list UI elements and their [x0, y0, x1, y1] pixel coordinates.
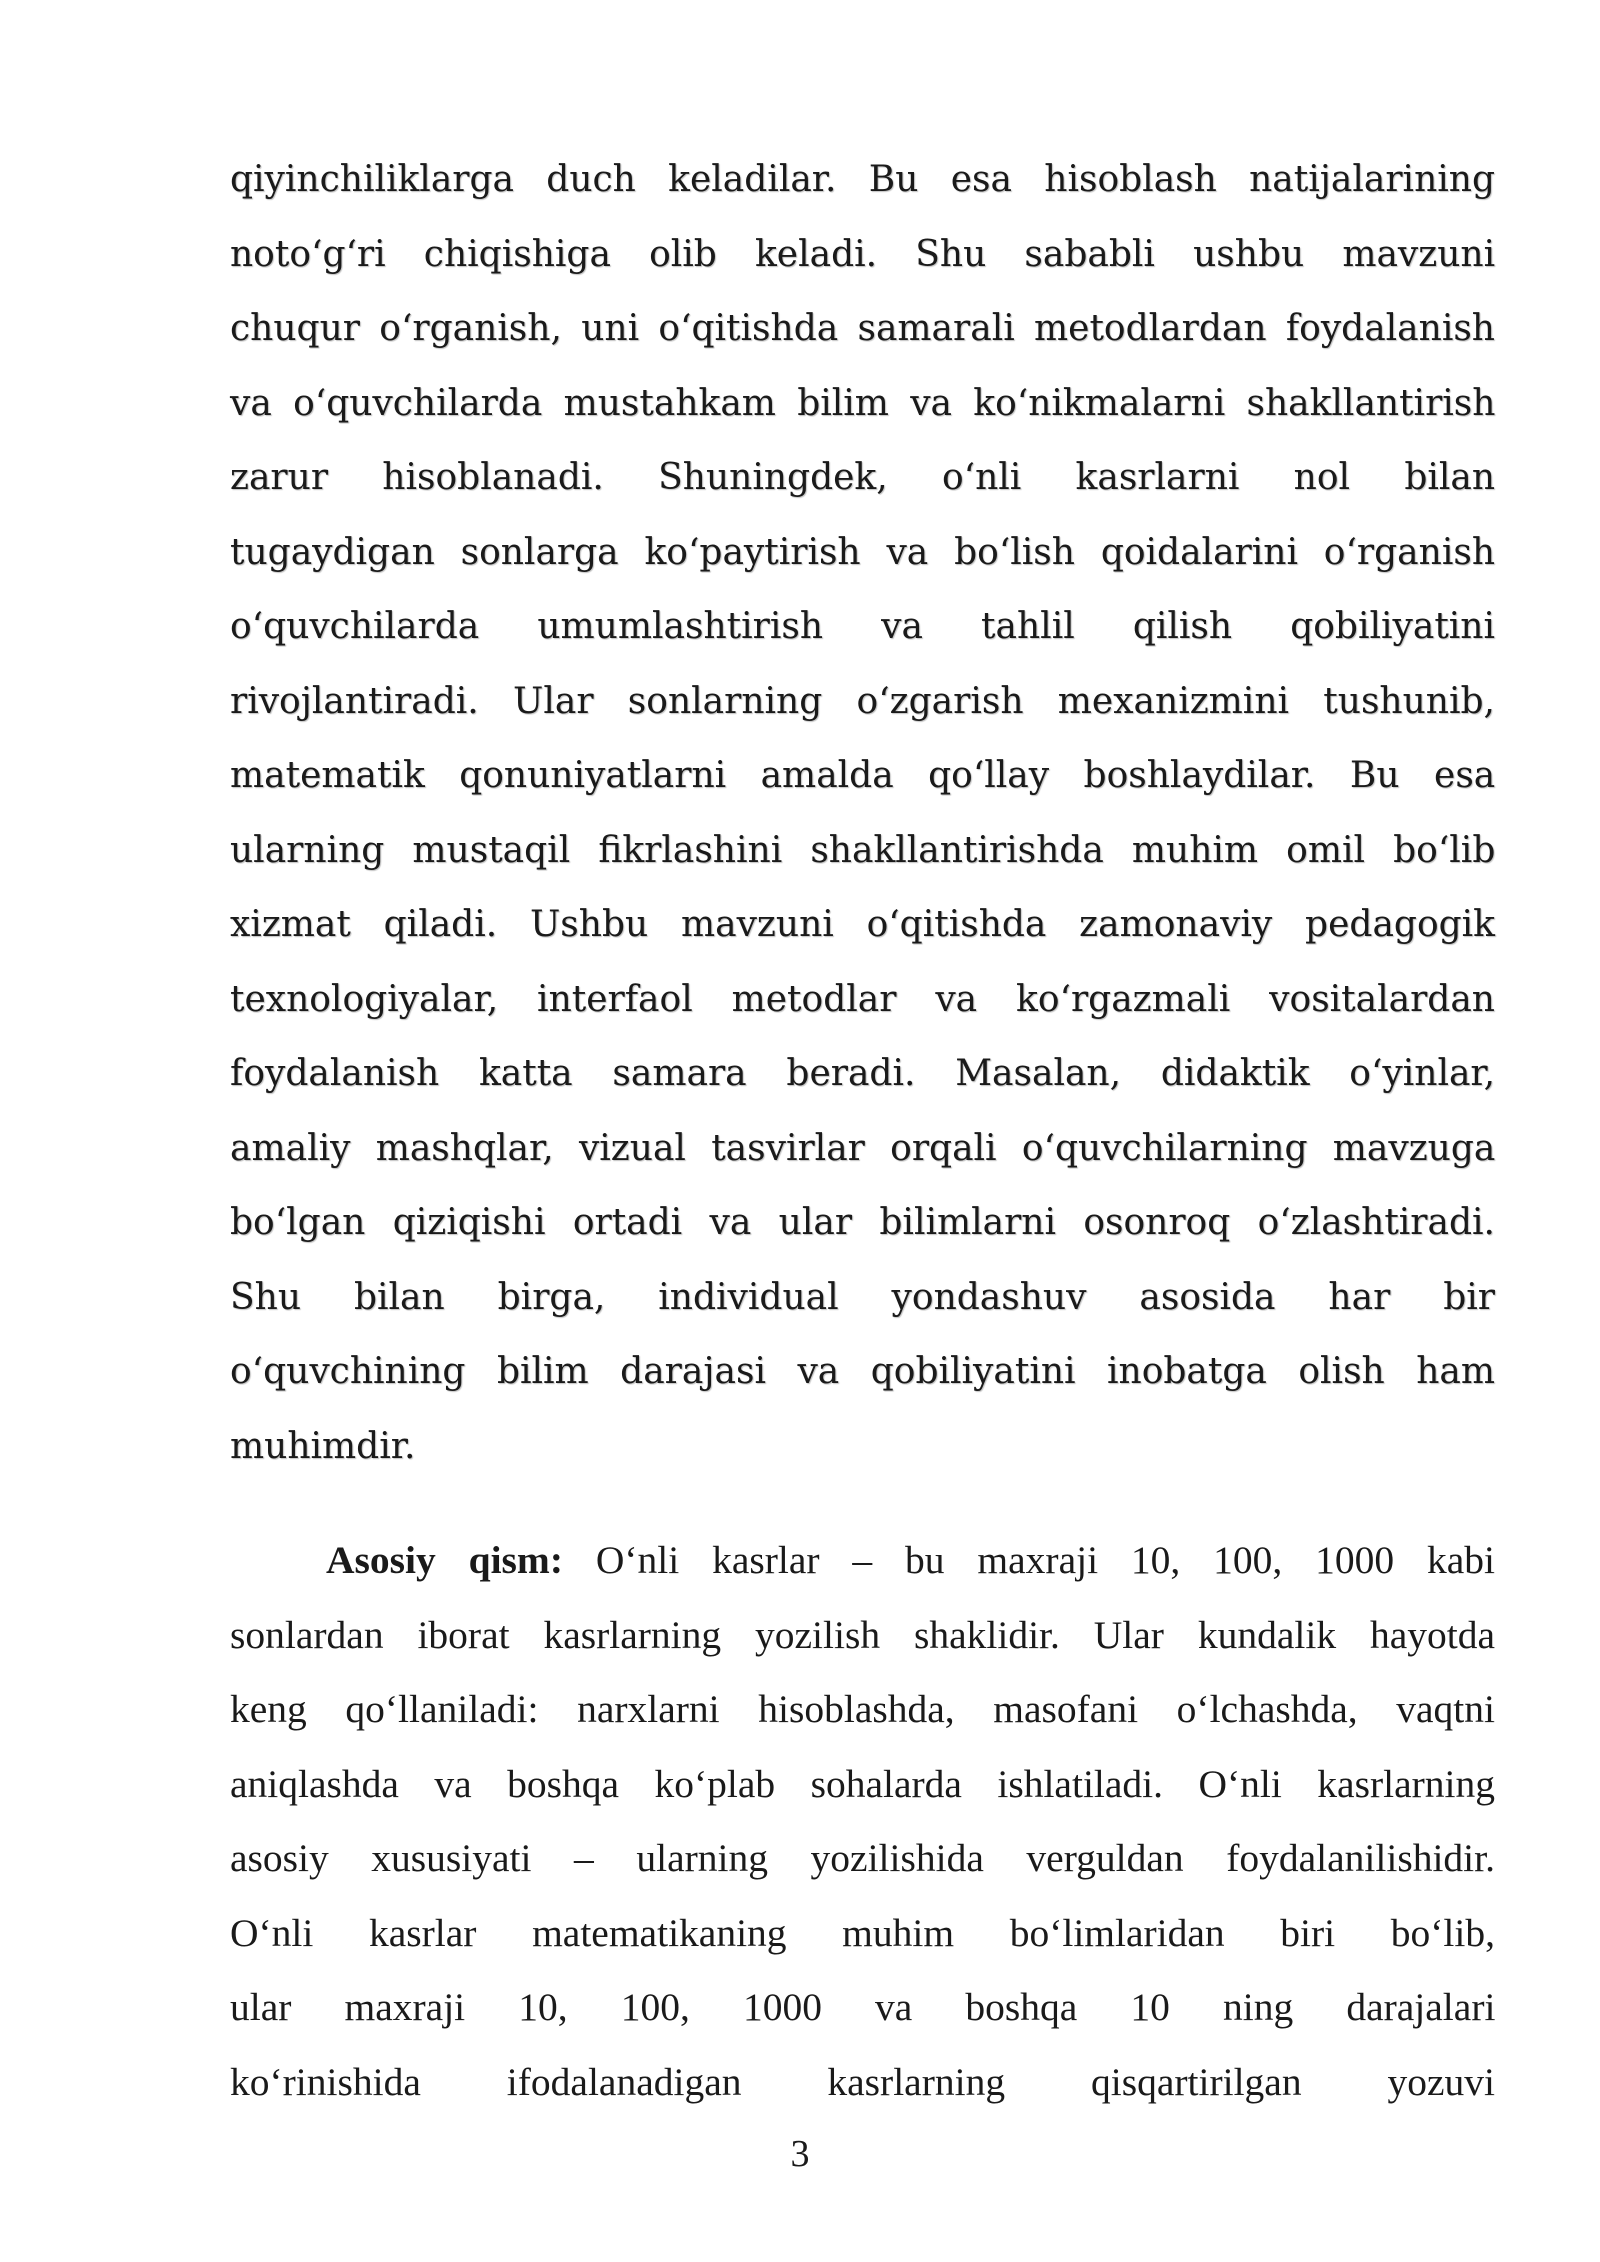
text-line: bo‘lgan qiziqishi ortadi va ular bilimlarni osonroq o‘zlashtiradi. — [230, 1202, 1495, 1243]
text-line: xizmat qiladi. Ushbu mavzuni o‘qitishda zamonaviy pedagogik — [230, 904, 1495, 945]
text-line: amaliy mashqlar, vizual tasvirlar orqali o‘quvchilarning mavzuga — [230, 1127, 1496, 1169]
page-number: 3 — [790, 2133, 810, 2175]
text-line: qiyinchiliklarga duch keladilar. Bu esa hisoblash natijalarining — [230, 159, 1495, 200]
text-line: matematik qonuniyatlarni amalda qo‘llay boshlaydilar. Bu esa — [230, 755, 1496, 796]
text-line: Shu bilan birga, individual yondashuv asosida har bir — [230, 1276, 1495, 1318]
text-line: va o‘quvchilarda mustahkam bilim va ko‘nikmalarni shakllantirish — [230, 382, 1496, 424]
text-line-last: muhimdir. — [230, 1425, 416, 1467]
text-line: asosiy xususiyati – ularning yozilishida verguldan foydalanilishidir. — [230, 1836, 1495, 1880]
text-line: o‘quvchining bilim darajasi va qobiliyatini inobatga olish ham — [230, 1351, 1495, 1392]
text-line: o‘quvchilarda umumlashtirish va tahlil qilish qobiliyatini — [230, 606, 1495, 647]
text-line: noto‘g‘ri chiqishiga olib keladi. Shu sababli ushbu mavzuni — [230, 233, 1496, 275]
text-line-first — [230, 1523, 1495, 1598]
text-line: ularning mustaqil fikrlashini shakllantirishda muhim omil bo‘lib — [230, 829, 1496, 871]
text-line: sonlardan iborat kasrlarning yozilish shaklidir. Ular kundalik hayotda — [230, 1612, 1495, 1657]
main-section-paragraph — [230, 1523, 1495, 2119]
section-heading: Asosiy qism: — [326, 1538, 563, 1582]
text-line: keng qo‘llaniladi: narxlarni hisoblashda, masofani o‘lchashda, vaqtni — [230, 1687, 1495, 1731]
text-line: texnologiyalar, interfaol metodlar va ko‘rgazmali vositalardan — [230, 978, 1495, 1020]
text-line: zarur hisoblanadi. Shuningdek, o‘nli kasrlarni nol bilan — [230, 457, 1496, 498]
text-line: foydalanish katta samara beradi. Masalan, didaktik o‘yinlar, — [230, 1053, 1496, 1094]
text-line: rivojlantiradi. Ular sonlarning o‘zgarish mexanizmini tushunib, — [230, 680, 1495, 722]
paragraph-continuation — [230, 143, 1495, 1484]
text-line: aniqlashda va boshqa ko‘plab sohalarda ishlatiladi. O‘nli kasrlarning — [230, 1761, 1495, 1806]
text-line: O‘nli kasrlar matematikaning muhim bo‘limlaridan biri bo‘lib, — [230, 1910, 1495, 1955]
text-line: tugaydigan sonlarga ko‘paytirish va bo‘lish qoidalarini o‘rganish — [230, 531, 1495, 573]
text-line: ko‘rinishida ifodalanadigan kasrlarning qisqartirilgan yozuvi — [230, 2059, 1495, 2104]
text-line-rest: O‘nli kasrlar – bu maxraji 10, 100, 1000 kabi — [595, 1538, 1496, 1582]
text-line: chuqur o‘rganish, uni o‘qitishda samarali metodlardan foydalanish — [230, 308, 1495, 349]
text-line: ular maxraji 10, 100, 1000 va boshqa 10 ning darajalari — [230, 1985, 1496, 2029]
